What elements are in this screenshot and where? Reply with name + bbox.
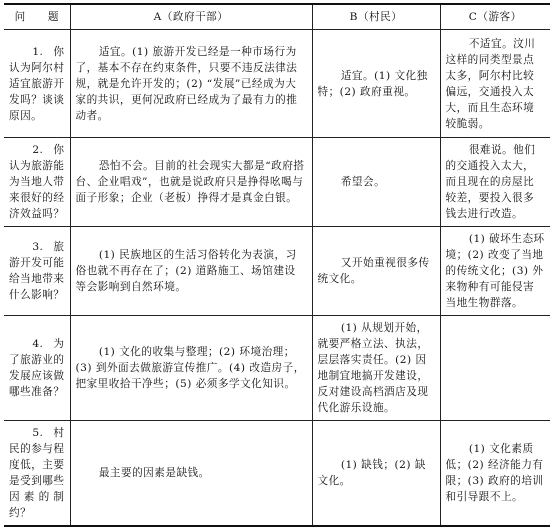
answer-c-cell: 不适宜。汶川这样的同类型景点太多，阿尔村比较偏远，交通投入太大，而且生态环境较脆弱。 [440,30,550,138]
answer-c-cell: 很难说。他们的交通投入太大，而且现在的房屋比较差，要投入很多钱去进行改造。 [440,138,550,227]
answer-a-cell: 适宜。(1) 旅游开发已经是一种市场行为了，基本不存在约束条件，只要不违反法律法规，就是允许开发的；(2) “发展”已经成为大家的共识，更何况政府已经成为了最有力的推动者。 [70,30,312,138]
answer-c-cell: (1) 文化素质低；(2) 经济能力有限；(3) 政府的培训和引导跟不上。 [440,421,550,527]
question-cell: 2. 你认为旅游能为当地人带来很好的经济效益吗？ [4,138,70,227]
table-header [4,4,550,30]
answer-a-cell: 恐怕不会。目前的社会现实大都是“政府搭台、企业唱戏”，也就是说政府只是挣得吆喝与面子形象；企业（老板）挣得才是真金白银。 [70,138,312,227]
header-row [4,4,550,30]
answer-b-cell: 希望会。 [312,138,440,227]
question-cell: 4. 为了旅游业的发展应该做哪些准备？ [4,316,70,421]
table-row [4,421,550,527]
answer-b-cell: 又开始重视很多传统文化。 [312,227,440,316]
answer-c-cell: (1) 破坏生态环境；(2) 改变了当地的传统文化；(3) 外来物种有可能侵害当地生物群落。 [440,227,550,316]
answer-a-cell: (1) 文化的收集与整理；(2) 环境治理；(3) 到外面去做旅游宣传推广。(4) 改造房子，把家里收拾干净些；(5) 必须多学文化知识。 [70,316,312,421]
table-row [4,227,550,316]
answer-b-cell: 适宜。(1) 文化独特；(2) 政府重视。 [312,30,440,138]
question-cell: 5. 村民的参与程度低，主要是受到哪些因素的制约？ [4,421,70,527]
question-cell: 1. 你认为阿尔村适宜旅游开发吗？谈谈原因。 [4,30,70,138]
answer-c-cell [440,316,550,421]
answer-a-cell: (1) 民族地区的生活习俗转化为表演，习俗也就不再存在了；(2) 道路施工、场馆建设等会影响到自然环境。 [70,227,312,316]
header-col-c: C（游客） [440,4,550,30]
answer-b-cell: (1) 从规划开始，就要严格立法、执法，层层落实责任。(2) 因地制宜地搞开发建设，反对建设高档酒店及现代化游乐设施。 [312,316,440,421]
header-question: 问 题 [4,4,70,30]
question-cell: 3. 旅游开发可能给当地带来什么影响？ [4,227,70,316]
answer-a-cell: 最主要的因素是缺钱。 [70,421,312,527]
table-body [4,30,550,527]
table-row [4,316,550,421]
answer-b-cell: (1) 缺钱；(2) 缺文化。 [312,421,440,527]
survey-table [4,3,550,527]
table-row [4,30,550,138]
header-col-b: B（村民） [312,4,440,30]
header-col-a: A（政府干部） [70,4,312,30]
table-row [4,138,550,227]
